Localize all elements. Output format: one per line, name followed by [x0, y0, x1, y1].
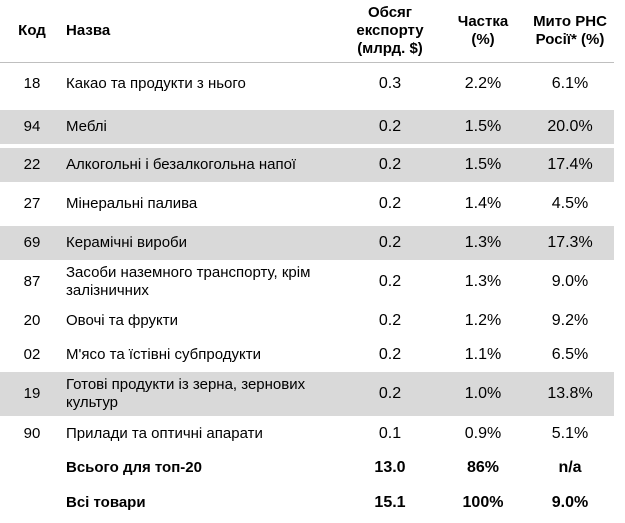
row-volume: 0.2 — [340, 110, 440, 144]
table-row — [0, 338, 614, 372]
row-code: 87 — [23, 273, 41, 290]
total-row — [0, 452, 614, 483]
row-code: 20 — [23, 312, 41, 329]
row-volume: 0.2 — [378, 312, 402, 329]
header-volume-line3: (млрд. $) — [357, 39, 423, 57]
row-volume: 0.2 — [340, 226, 440, 260]
row-name-line1: Засоби наземного транспорту, крім — [66, 264, 311, 281]
row-share: 0.9% — [464, 425, 502, 442]
total-name: Всього для топ-20 — [66, 458, 202, 476]
row-volume: 0.2 — [340, 372, 440, 416]
table-row — [0, 110, 614, 144]
row-volume: 0.3 — [340, 62, 440, 106]
row-duty: 17.3% — [526, 226, 614, 260]
row-name: Овочі та фрукти — [66, 312, 179, 329]
table-row — [0, 372, 614, 416]
table-row — [0, 260, 614, 304]
table-row — [0, 304, 614, 338]
row-share: 1.2% — [464, 312, 502, 329]
row-name: Алкогольні і безалкогольна напої — [58, 148, 340, 182]
total-volume: 15.1 — [374, 494, 406, 511]
row-share: 1.5% — [440, 148, 526, 182]
header-share-line2: (%) — [471, 30, 495, 48]
row-duty: 17.4% — [526, 148, 614, 182]
header-name: Назва — [66, 21, 111, 39]
table-row — [0, 226, 614, 260]
header-volume-line1: Обсяг — [367, 3, 413, 21]
header-duty-line1: Мито РНС — [533, 12, 607, 30]
table-row — [0, 416, 614, 452]
header-share — [440, 0, 526, 62]
row-volume: 0.2 — [378, 346, 402, 363]
row-duty: 20.0% — [526, 110, 614, 144]
row-volume: 0.1 — [378, 425, 402, 442]
row-duty: 9.2% — [551, 312, 589, 329]
row-code: 18 — [0, 62, 58, 106]
row-share: 2.2% — [440, 62, 526, 106]
total-row — [0, 483, 614, 523]
header-volume-line2: експорту — [356, 21, 424, 39]
header-code: Код — [18, 21, 46, 39]
row-code: 19 — [0, 372, 58, 416]
row-name-line2: культур — [66, 394, 119, 411]
header-duty — [526, 0, 614, 62]
row-code: 02 — [23, 346, 41, 363]
row-name-line2: залізничних — [66, 282, 149, 299]
row-code: 22 — [0, 148, 58, 182]
row-code: 69 — [0, 226, 58, 260]
row-duty: 4.5% — [551, 195, 589, 212]
row-name — [58, 372, 340, 416]
row-share: 1.5% — [440, 110, 526, 144]
row-name: Мінеральні палива — [66, 195, 198, 212]
row-share: 1.3% — [440, 226, 526, 260]
header-volume — [340, 0, 440, 62]
table-row — [0, 62, 614, 106]
row-duty: 6.1% — [526, 62, 614, 106]
row-share: 1.1% — [464, 346, 502, 363]
row-duty: 13.8% — [526, 372, 614, 416]
row-code: 90 — [23, 425, 41, 442]
row-name: Меблі — [58, 110, 340, 144]
row-duty: 6.5% — [551, 346, 589, 363]
row-share: 1.4% — [464, 195, 502, 212]
row-duty: 5.1% — [551, 425, 589, 442]
row-share: 1.3% — [464, 273, 502, 290]
total-share: 86% — [466, 458, 500, 476]
total-volume: 13.0 — [374, 458, 406, 476]
row-code: 94 — [0, 110, 58, 144]
row-duty: 9.0% — [551, 273, 589, 290]
header-share-line1: Частка — [457, 12, 509, 30]
row-name: Прилади та оптичні апарати — [66, 425, 263, 442]
row-name: Керамічні вироби — [58, 226, 340, 260]
total-name: Всі товари — [66, 494, 146, 511]
table-body — [0, 62, 614, 523]
row-code: 27 — [23, 195, 41, 212]
header-duty-line2: Росії* (%) — [535, 30, 605, 48]
table-row — [0, 148, 614, 182]
total-share: 100% — [462, 494, 504, 511]
row-name-line1: Готові продукти із зерна, зернових — [66, 376, 306, 393]
total-duty: n/a — [558, 458, 582, 476]
row-name: М'ясо та їстівні субпродукти — [66, 346, 261, 363]
total-duty: 9.0% — [551, 494, 589, 511]
row-share: 1.0% — [440, 372, 526, 416]
row-name — [58, 260, 340, 304]
row-name: Какао та продукти з нього — [58, 62, 340, 106]
table-row — [0, 182, 614, 226]
row-volume: 0.2 — [340, 148, 440, 182]
table-header — [0, 0, 614, 62]
row-volume: 0.2 — [378, 273, 402, 290]
row-volume: 0.2 — [378, 195, 402, 212]
